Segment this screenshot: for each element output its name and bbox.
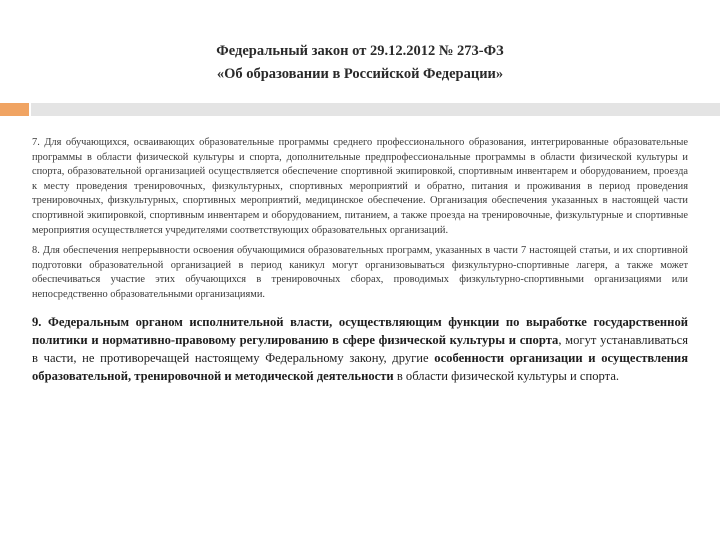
title-line-1: Федеральный закон от 29.12.2012 № 273-ФЗ xyxy=(216,43,504,59)
paragraph-9 xyxy=(32,313,688,386)
paragraph-8: 8. Для обеспечения непрерывности освоения обучающимися образовательных программ, указанных в части 7 настоящей статьи, и их спортивной подготовки образовательной организацией в период каникул могут организовываться физкультурно-спортивные лагеря, а также может обеспечиваться участие этих обучающихся в тренировочных сборах, проводимых физкультурно-спортивными организациями или непосредственно образовательными организациями. xyxy=(32,245,688,300)
paragraph-9-bold-2: особенности организации и осуществления образовательной, тренировочной и методической деятельности xyxy=(32,350,689,384)
paragraph-9-text-1: , могут устанавливаться в части, не противоречащей настоящему Федеральному закону, другие xyxy=(32,332,689,365)
title-line-2: «Об образовании в Российской Федерации» xyxy=(216,66,504,82)
law-text xyxy=(32,136,688,385)
divider-accent-block xyxy=(0,103,29,116)
title-divider xyxy=(0,103,720,116)
paragraph-9-text-2: в области физической культуры и спорта. xyxy=(393,369,620,384)
page-title xyxy=(40,40,680,86)
paragraph-7: 7. Для обучающихся, осваивающих образовательные программы среднего профессионального образования, интегрированные образовательные программы в области физической культуры и спорта, дополнительные предпрофессиональные программы в области физической культуры и спорта, образовательной организацией осуществляется обеспечение спортивной экипировкой, спортивным инвентарем и оборудованием, проезда к месту проведения тренировочных, физкультурных, спортивных мероприятий и обратно, питания и проживания в период проведения тренировочных, физкультурных, спортивных мероприятий, медицинское обеспечение. Организация обеспечения указанных в настоящей части спортивной экипировкой, спортивным инвентарем и оборудованием, питанием, а также проезда на тренировочные, физкультурные и спортивные мероприятия осуществляется учредителями соответствующих образовательных организаций. xyxy=(32,137,688,236)
divider-gray-bar xyxy=(31,103,720,116)
paragraph-9-bold-1: 9. Федеральным органом исполнительной власти, осуществляющим функции по выработке государственной политики и нормативно-правовому регулированию в сфере физической культуры и спорта xyxy=(32,314,688,347)
